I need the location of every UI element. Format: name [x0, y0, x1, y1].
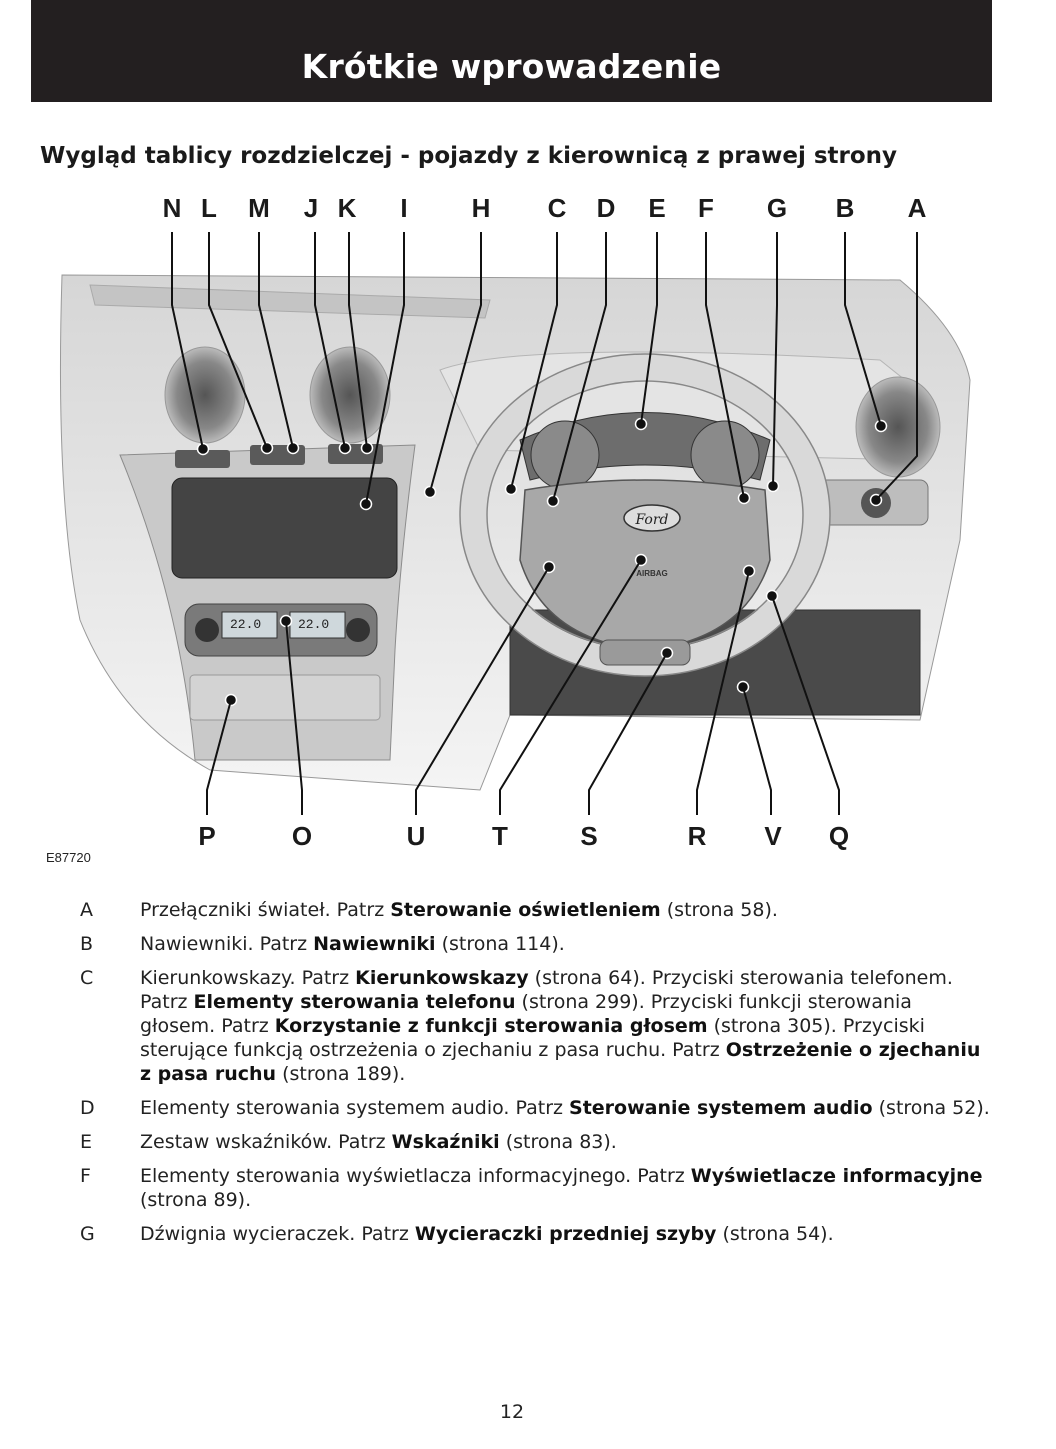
callout-label-p: P [198, 821, 216, 851]
legend-reference-title: Elementy sterowania telefonu [193, 991, 516, 1013]
callout-label-n: N [162, 193, 182, 223]
legend-text-run: (strona 189). [276, 1063, 406, 1085]
section-title: Wygląd tablicy rozdzielczej - pojazdy z kierownicą z prawej strony [40, 143, 898, 169]
airbag-text: AIRBAG [636, 569, 668, 578]
callout-label-j: J [303, 193, 319, 223]
legend-description [140, 966, 990, 1086]
legend-item [0, 932, 1056, 956]
callout-label-c: C [547, 193, 567, 223]
ford-logo-text: Ford [635, 512, 669, 528]
legend-reference-title: Sterowanie oświetleniem [390, 899, 661, 921]
callout-label-a: A [907, 193, 927, 223]
legend-text-run: Elementy sterowania wyświetlacza informacyjnego. Patrz [140, 1165, 691, 1187]
legend-text-run: (strona 89). [140, 1189, 252, 1211]
center-vent-left [165, 347, 245, 443]
callout-label-r: R [687, 821, 707, 851]
legend-item [0, 1222, 1056, 1246]
callout-label-u: U [406, 821, 426, 851]
legend-text-run: Kierunkowskazy. Patrz [140, 967, 356, 989]
callout-label-v: V [764, 821, 782, 851]
navigation-screen [172, 478, 397, 578]
legend-reference-title: Ostrzeżenie o zjechaniu z pasa ruchu [140, 1039, 981, 1085]
legend-letter: E [80, 1131, 93, 1153]
page-number: 12 [499, 1401, 525, 1423]
legend-reference-title: Korzystanie z funkcji sterowania głosem [274, 1015, 708, 1037]
callout-label-m: M [248, 193, 270, 223]
legend-reference-title: Nawiewniki [313, 933, 436, 955]
page-header-title: Krótkie wprowadzenie [301, 47, 722, 86]
legend-letter: A [80, 899, 93, 921]
legend-list [0, 898, 1056, 1256]
figure-code: E87720 [46, 850, 91, 865]
callout-label-b: B [835, 193, 855, 223]
legend-reference-title: Wycieraczki przedniej szyby [414, 1223, 717, 1245]
legend-description [140, 1164, 990, 1212]
callout-label-k: K [337, 193, 357, 223]
callout-label-q: Q [828, 821, 850, 851]
legend-reference-title: Wyświetlacze informacyjne [690, 1165, 983, 1187]
dashboard-illustration [0, 185, 1056, 875]
legend-description [140, 932, 990, 956]
steering-column [600, 640, 690, 665]
climate-temp-right: 22.0 [298, 617, 330, 632]
legend-text-run: (strona 83). [499, 1131, 617, 1153]
legend-description [140, 1096, 990, 1120]
climate-temp-left: 22.0 [230, 617, 262, 632]
legend-reference-title: Wskaźniki [391, 1131, 500, 1153]
legend-item [0, 898, 1056, 922]
legend-text-run: Nawiewniki. Patrz [140, 933, 314, 955]
callout-label-i: I [400, 193, 408, 223]
legend-text-run: (strona 299). Przyciski funkcji sterowania głosem. Patrz [140, 991, 912, 1037]
callout-label-h: H [471, 193, 491, 223]
dashboard-figure [0, 185, 1056, 875]
legend-item [0, 966, 1056, 1086]
callout-label-g: G [766, 193, 788, 223]
climate-knob-right [346, 618, 370, 642]
legend-letter: G [80, 1223, 95, 1245]
legend-text-run: (strona 58). [660, 899, 778, 921]
legend-letter: F [80, 1165, 91, 1187]
legend-text-run: Elementy sterowania systemem audio. Patrz [140, 1097, 570, 1119]
callout-label-f: F [698, 193, 714, 223]
legend-text-run: (strona 305). Przyciski sterujące funkcją ostrzeżenia o zjechaniu z pasa ruchu. Patrz [140, 1015, 925, 1061]
legend-letter: C [80, 967, 94, 989]
legend-text-run: (strona 52). [872, 1097, 990, 1119]
legend-text-run: Zestaw wskaźników. Patrz [140, 1131, 392, 1153]
callout-label-l: L [201, 193, 217, 223]
legend-letter: B [80, 933, 94, 955]
legend-text-run: (strona 64). Przyciski sterowania telefonem. Patrz [140, 967, 953, 1013]
climate-knob-left [195, 618, 219, 642]
callout-label-e: E [648, 193, 666, 223]
legend-description [140, 1130, 990, 1154]
header-bar [31, 0, 992, 102]
center-vent-right [310, 347, 390, 443]
legend-letter: D [80, 1097, 95, 1119]
callout-label-t: T [492, 821, 508, 851]
legend-text-run: (strona 54). [716, 1223, 834, 1245]
callout-label-d: D [596, 193, 616, 223]
legend-text-run: (strona 114). [435, 933, 565, 955]
storage-tray [190, 675, 380, 720]
legend-text-run: Dźwignia wycieraczek. Patrz [140, 1223, 415, 1245]
legend-item [0, 1096, 1056, 1120]
legend-description [140, 1222, 990, 1246]
legend-item [0, 1130, 1056, 1154]
legend-description [140, 898, 990, 922]
callout-label-s: S [580, 821, 598, 851]
right-side-vent [856, 377, 940, 477]
legend-text-run: Przełączniki świateł. Patrz [140, 899, 391, 921]
speedometer [691, 421, 759, 489]
legend-reference-title: Kierunkowskazy [355, 967, 529, 989]
legend-reference-title: Sterowanie systemem audio [569, 1097, 873, 1119]
legend-item [0, 1164, 1056, 1212]
callout-label-o: O [291, 821, 313, 851]
